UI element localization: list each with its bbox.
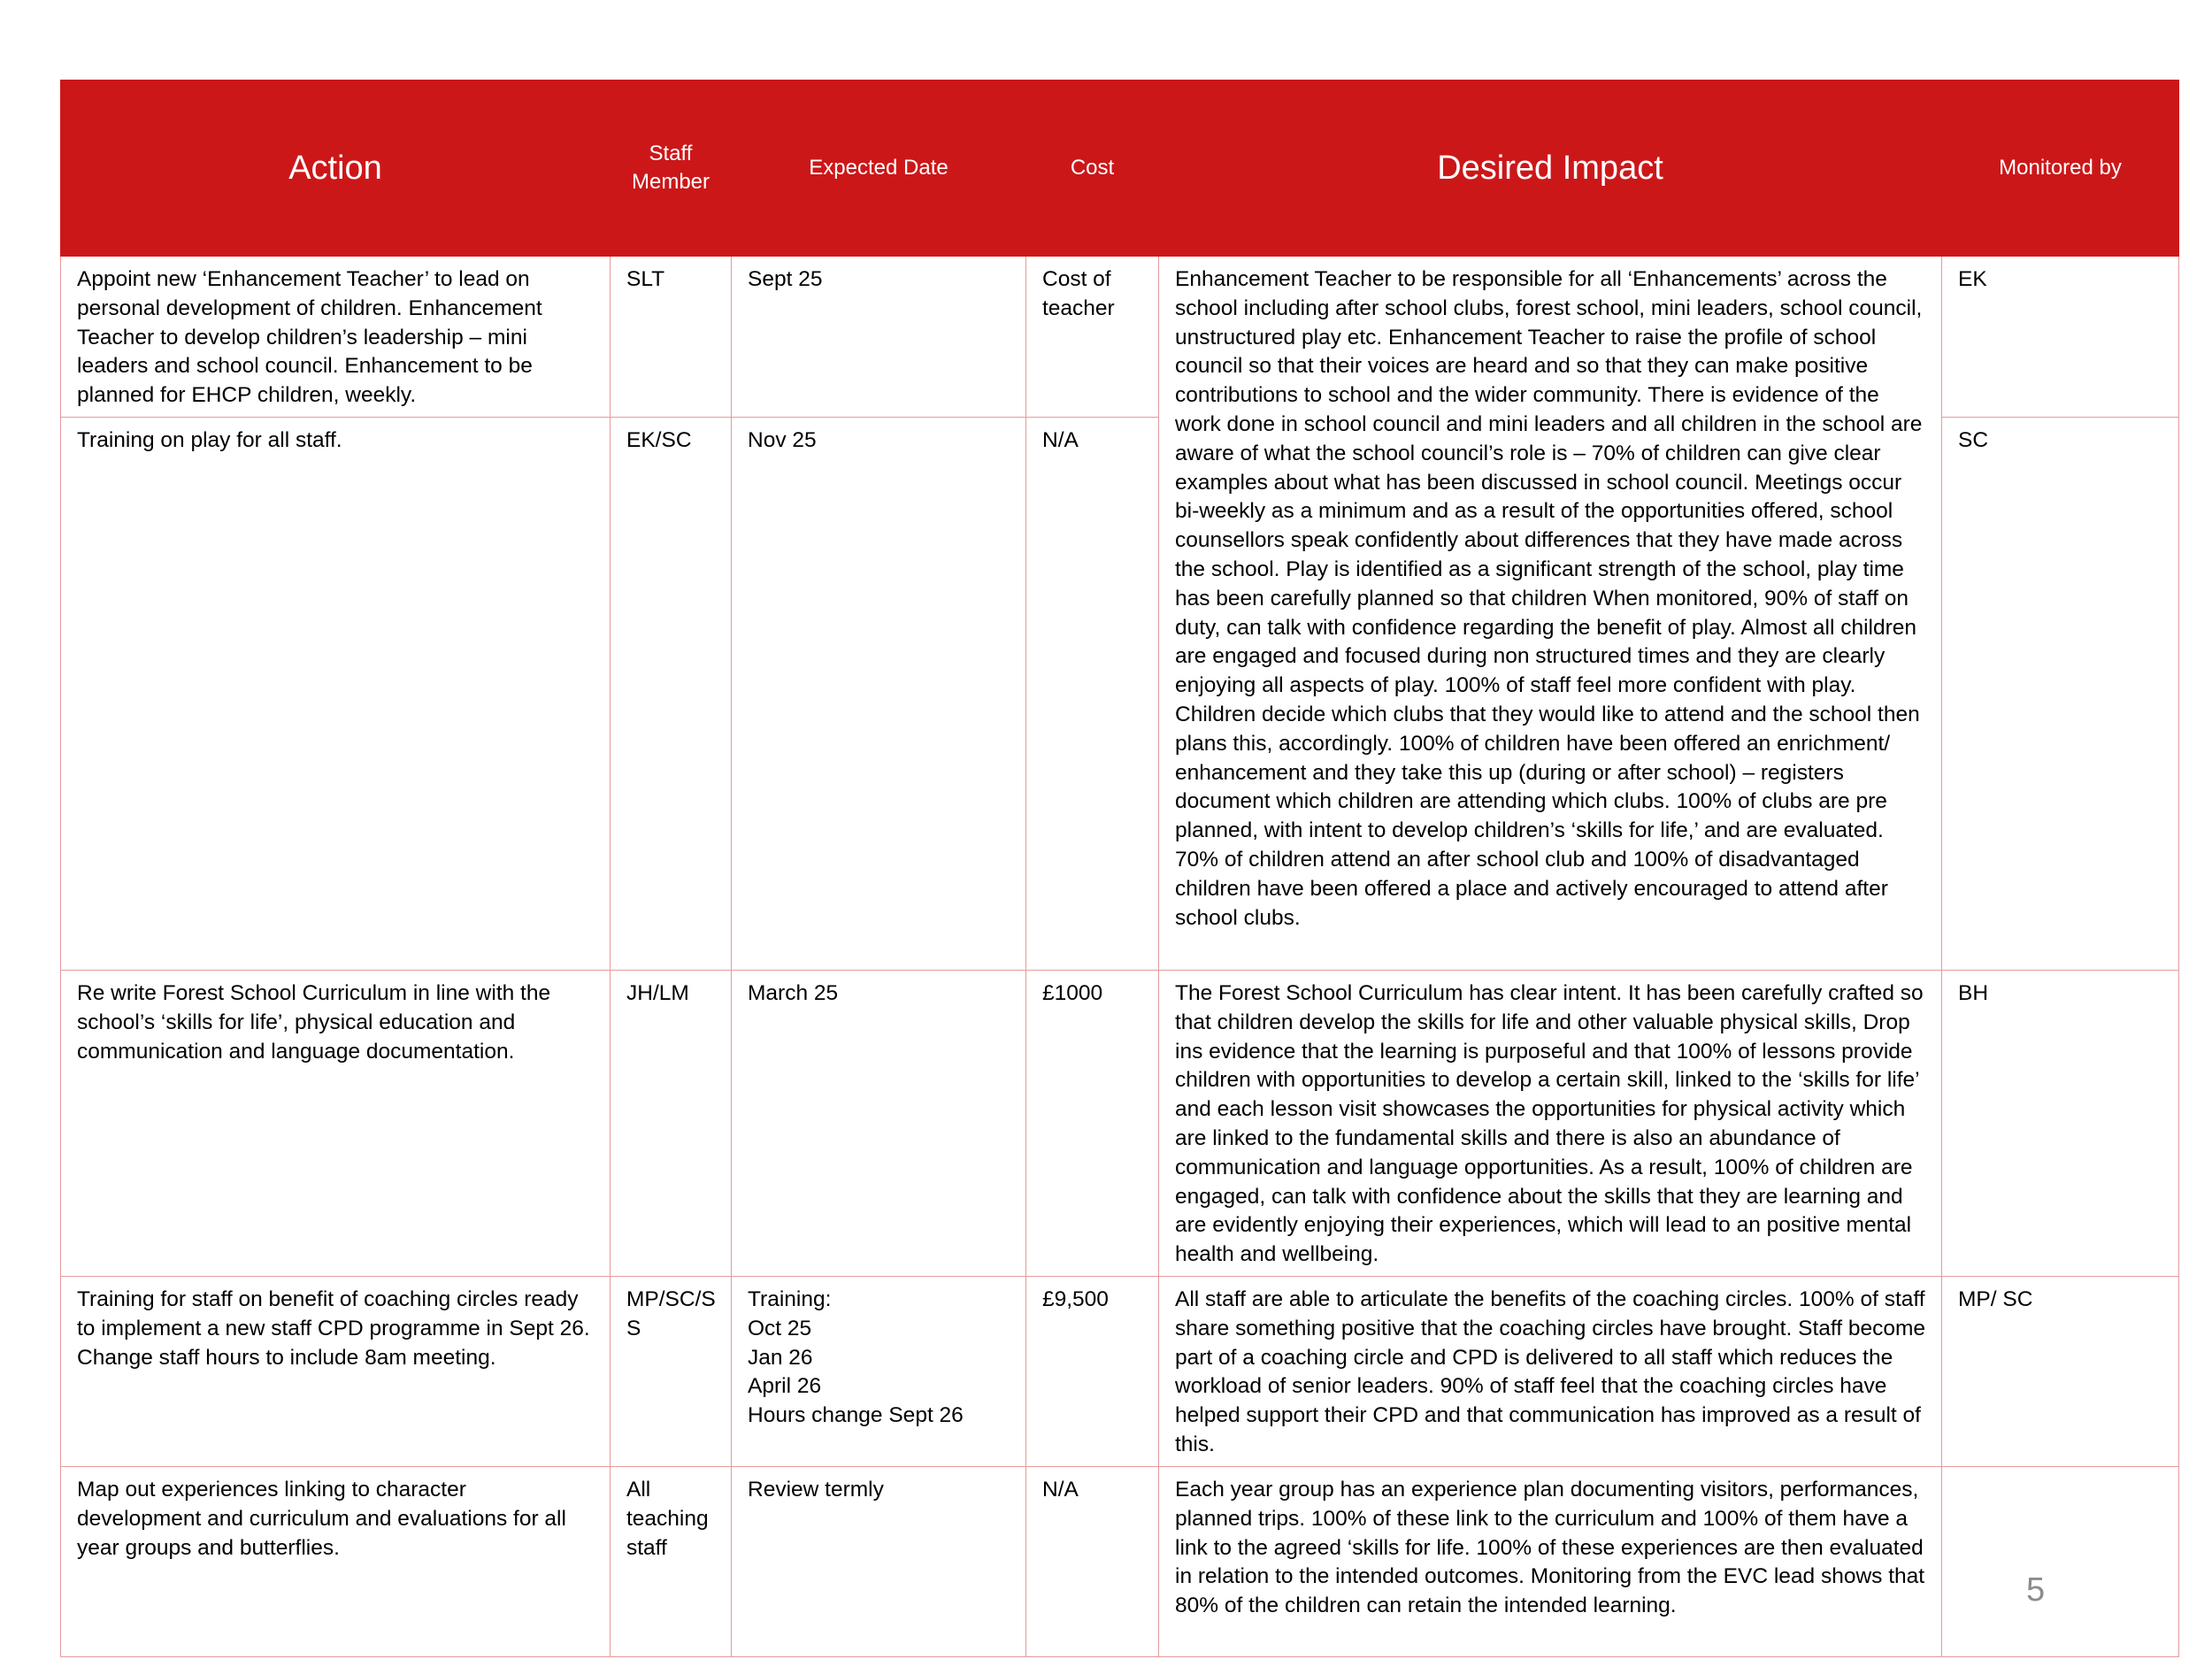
action-plan-table	[60, 80, 2179, 1657]
monitored-cell: EK	[1942, 257, 2179, 418]
staff-cell: EK/SC	[611, 418, 732, 971]
date-cell: Sept 25	[732, 257, 1026, 418]
monitored-cell: MP/ SC	[1942, 1277, 2179, 1467]
staff-cell: SLT	[611, 257, 732, 418]
action-cell: Training for staff on benefit of coaching circles ready to implement a new staff CPD programme in Sept 26. Change staff hours to include 8am meeting.	[61, 1277, 611, 1467]
staff-cell: JH/LM	[611, 971, 732, 1277]
cost-cell: £1000	[1026, 971, 1159, 1277]
page-number: 5	[2026, 1571, 2046, 1609]
header-cost: Cost	[1026, 81, 1159, 257]
impact-cell: All staff are able to articulate the benefits of the coaching circles. 100% of staff share something positive that the coaching circles have brought. Staff become part of a coaching circle and CPD is delivered to all staff which reduces the workload of senior leaders. 90% of staff feel that the coaching circles have helped support their CPD and that communication has improved as a result of this.	[1159, 1277, 1942, 1467]
table-row	[61, 257, 2179, 418]
header-expected-date: Expected Date	[732, 81, 1026, 257]
staff-cell: All teaching staff	[611, 1467, 732, 1657]
monitored-cell	[1942, 1467, 2179, 1657]
monitored-cell: SC	[1942, 418, 2179, 971]
impact-cell: Enhancement Teacher to be responsible for all ‘Enhancements’ across the school including after school clubs, forest school, mini leaders, school council, unstructured play etc. Enhancement Teacher to raise the profile of school council so that their voices are heard and so that they can make positive contributions to school and the wider community. There is evidence of the work done in school council and mini leaders and all children in the school are aware of what the school council’s role is – 70% of children can give clear examples about what has been discussed in school council. Meetings occur bi-weekly as a minimum and as a result of the opportunities offered, school counsellors speak confidently about differences that they have made across the school. Play is identified as a significant strength of the school, play time has been carefully planned so that children When monitored, 90% of staff on duty, can talk with confidence regarding the benefit of play. Almost all children are engaged and focused during non structured times and they are clearly enjoying all aspects of play. 100% of staff feel more confident with play. Children decide which clubs that they would like to attend and the school then plans this, accordingly. 100% of children have been offered an enrichment/ enhancement and they take this up (during or after school) – registers document which children are attending which clubs. 100% of clubs are pre planned, with intent to develop children’s ‘skills for life,’ and are evaluated. 70% of children attend an after school club and 100% of disadvantaged children have been offered a place and actively encouraged to attend after school clubs.	[1159, 257, 1942, 971]
date-cell: Nov 25	[732, 418, 1026, 971]
header-action: Action	[61, 81, 611, 257]
action-cell: Map out experiences linking to character development and curriculum and evaluations for all year groups and butterflies.	[61, 1467, 611, 1657]
cost-cell: Cost of teacher	[1026, 257, 1159, 418]
cost-cell: £9,500	[1026, 1277, 1159, 1467]
action-cell: Re write Forest School Curriculum in line with the school’s ‘skills for life’, physical education and communication and language documentation.	[61, 971, 611, 1277]
staff-cell: MP/SC/S S	[611, 1277, 732, 1467]
header-staff-member: Staff Member	[611, 81, 732, 257]
date-cell: Training: Oct 25 Jan 26 April 26 Hours change Sept 26	[732, 1277, 1026, 1467]
impact-cell: Each year group has an experience plan documenting visitors, performances, planned trips. 100% of these link to the curriculum and 100% of them have a link to the agreed ‘skills for life. 100% of these experiences are then evaluated in relation to the intended outcomes. Monitoring from the EVC lead shows that 80% of the children can retain the intended learning.	[1159, 1467, 1942, 1657]
action-cell: Training on play for all staff.	[61, 418, 611, 971]
date-cell: March 25	[732, 971, 1026, 1277]
impact-cell: The Forest School Curriculum has clear intent. It has been carefully crafted so that children develop the skills for life and other valuable physical skills, Drop ins evidence that the learning is purposeful and that 100% of lessons provide children with opportunities to develop a certain skill, linked to the ‘skills for life’ and each lesson visit showcases the opportunities for physical activity which are linked to the fundamental skills and there is also an abundance of communication and language opportunities. As a result, 100% of children are engaged, can talk with confidence about the skills that they are learning and are evidently enjoying their experiences, which will lead to an positive mental health and wellbeing.	[1159, 971, 1942, 1277]
header-desired-impact: Desired Impact	[1159, 81, 1942, 257]
table-row	[61, 971, 2179, 1277]
cost-cell: N/A	[1026, 1467, 1159, 1657]
table-header	[61, 81, 2179, 257]
cost-cell: N/A	[1026, 418, 1159, 971]
table-row	[61, 1277, 2179, 1467]
action-cell: Appoint new ‘Enhancement Teacher’ to lead on personal development of children. Enhancement Teacher to develop children’s leadership – mini leaders and school council. Enhancement to be planned for EHCP children, weekly.	[61, 257, 611, 418]
table-row	[61, 1467, 2179, 1657]
monitored-cell: BH	[1942, 971, 2179, 1277]
header-monitored-by: Monitored by	[1942, 81, 2179, 257]
date-cell: Review termly	[732, 1467, 1026, 1657]
